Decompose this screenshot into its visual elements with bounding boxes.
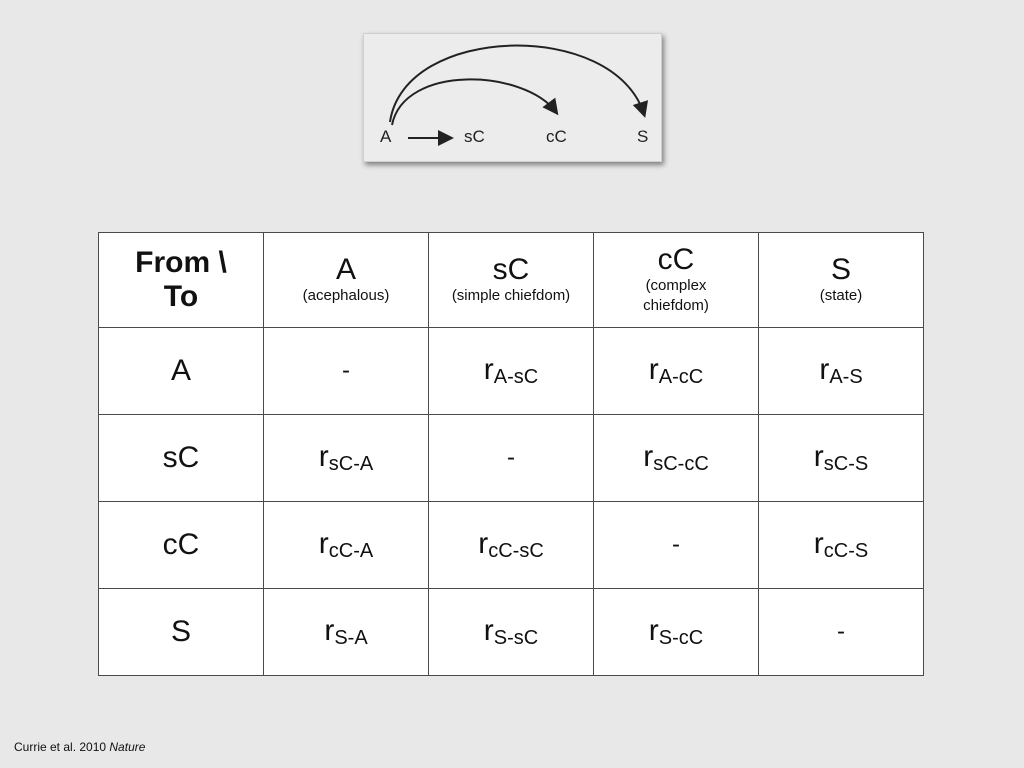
row-label-s: S [99,589,264,676]
transition-rate-table [98,232,924,676]
table-row [99,328,924,415]
arrow-a-to-cc [392,79,556,125]
node-sc: sC [464,127,485,146]
rate-cell: rS-cC [594,589,759,676]
column-header-cc: cC (complex chiefdom) [594,233,759,328]
node-a: A [380,127,392,146]
column-header-sc: sC (simple chiefdom) [429,233,594,328]
node-s: S [637,127,649,146]
rate-cell: - [759,589,924,676]
rate-cell: rsC-S [759,415,924,502]
rate-cell: rsC-cC [594,415,759,502]
transition-arrows [364,34,661,161]
arrow-a-to-s [390,46,644,122]
rate-cell: - [594,502,759,589]
citation-journal: Nature [109,740,146,754]
rate-cell: rA-cC [594,328,759,415]
row-label-a: A [99,328,264,415]
node-cc: cC [546,127,567,146]
rate-cell: rcC-S [759,502,924,589]
transition-diagram [363,33,662,162]
column-header-s: S (state) [759,233,924,328]
rate-cell: rA-sC [429,328,594,415]
rate-cell: rcC-sC [429,502,594,589]
rate-cell: rcC-A [264,502,429,589]
corner-from: From \ [135,246,227,280]
table-row [99,589,924,676]
rate-cell: - [429,415,594,502]
row-label-sc: sC [99,415,264,502]
rate-cell: rS-sC [429,589,594,676]
table-row [99,415,924,502]
table-header-row [99,233,924,328]
citation-text: Currie et al. 2010 [14,740,110,754]
table-row [99,502,924,589]
rate-cell: - [264,328,429,415]
row-label-cc: cC [99,502,264,589]
column-header-a: A (acephalous) [264,233,429,328]
rate-cell: rA-S [759,328,924,415]
citation [14,740,145,754]
corner-cell [99,233,264,328]
corner-to: To [163,280,199,313]
rate-cell: rsC-A [264,415,429,502]
rate-cell: rS-A [264,589,429,676]
